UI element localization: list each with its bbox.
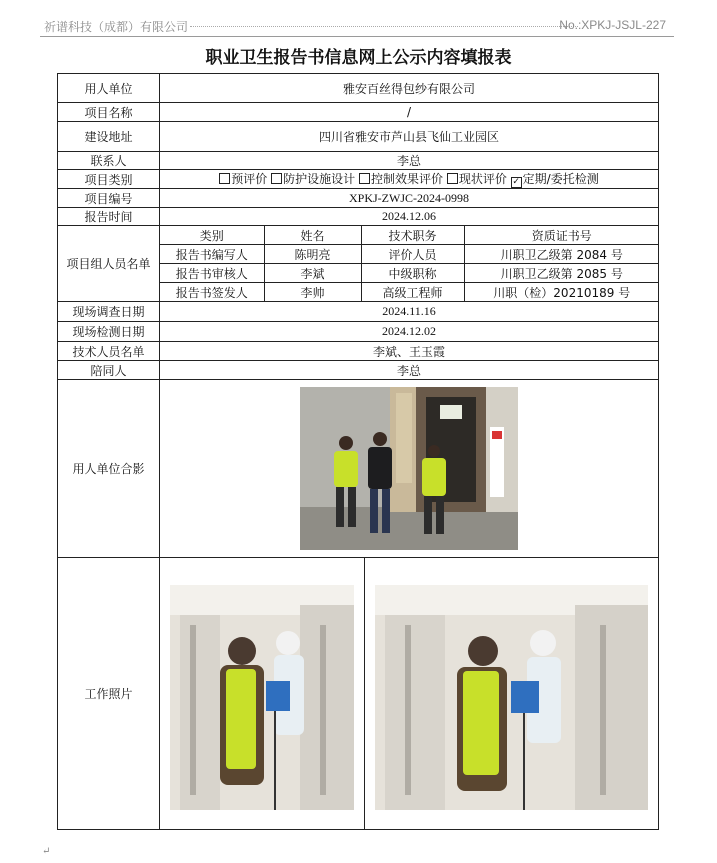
table-row bbox=[160, 264, 659, 283]
team-header-title: 技术职务 bbox=[361, 226, 464, 245]
employer-value: 雅安百丝得包纱有限公司 bbox=[160, 74, 659, 103]
address-label: 建设地址 bbox=[58, 122, 160, 152]
team-title: 高级工程师 bbox=[361, 283, 464, 302]
paragraph-mark: ↵ bbox=[42, 846, 51, 857]
category-option-periodic-inspection[interactable]: ✓ 定期/委托检测 bbox=[512, 172, 599, 187]
team-role: 报告书编写人 bbox=[160, 245, 264, 264]
team-header-category: 类别 bbox=[160, 226, 264, 245]
team-header-row bbox=[160, 226, 659, 245]
team-name: 陈明亮 bbox=[264, 245, 361, 264]
team-header-cert: 资质证书号 bbox=[464, 226, 659, 245]
team-role: 报告书审核人 bbox=[160, 264, 264, 283]
team-cert: 川职卫乙级第 2085 号 bbox=[464, 264, 659, 283]
header-company: 祈谱科技（成都）有限公司 bbox=[44, 20, 189, 34]
category-label: 项目类别 bbox=[58, 170, 160, 189]
work-photo-cell bbox=[160, 558, 659, 830]
page-header bbox=[40, 14, 674, 37]
team-cert: 川职（检）20210189 号 bbox=[464, 283, 659, 302]
category-option-protection-design[interactable]: 防护设施设计 bbox=[271, 172, 355, 186]
project-no-label: 项目编号 bbox=[58, 189, 160, 208]
group-photo-cell bbox=[160, 380, 659, 558]
contact-label: 联系人 bbox=[58, 152, 160, 170]
category-options bbox=[160, 170, 659, 189]
tech-staff-label: 技术人员名单 bbox=[58, 342, 160, 361]
header-dotted-rule bbox=[190, 26, 578, 27]
report-time-label: 报告时间 bbox=[58, 208, 160, 226]
table-row bbox=[160, 283, 659, 302]
group-photo bbox=[300, 387, 518, 550]
work-photo-table bbox=[160, 558, 659, 829]
page-title: 职业卫生报告书信息网上公示内容填报表 bbox=[205, 48, 512, 68]
work-photo-1 bbox=[170, 585, 354, 810]
team-cell bbox=[160, 226, 659, 302]
team-title: 评价人员 bbox=[361, 245, 464, 264]
category-option-control-effect[interactable]: 控制效果评价 bbox=[359, 172, 443, 186]
test-date-value: 2024.12.02 bbox=[160, 322, 659, 342]
work-photo-left bbox=[160, 558, 364, 829]
employer-label: 用人单位 bbox=[58, 74, 160, 103]
category-option-pre-evaluation[interactable]: 预评价 bbox=[219, 172, 267, 186]
team-cert: 川职卫乙级第 2084 号 bbox=[464, 245, 659, 264]
table-row bbox=[160, 245, 659, 264]
group-photo-label: 用人单位合影 bbox=[58, 380, 160, 558]
team-name: 李斌 bbox=[264, 264, 361, 283]
team-role: 报告书签发人 bbox=[160, 283, 264, 302]
team-table bbox=[160, 226, 659, 301]
project-name-label: 项目名称 bbox=[58, 103, 160, 122]
escort-value: 李总 bbox=[160, 361, 659, 380]
category-option-status-evaluation[interactable]: 现状评价 bbox=[447, 172, 507, 186]
checkbox-icon bbox=[447, 173, 458, 184]
team-header-name: 姓名 bbox=[264, 226, 361, 245]
team-label: 项目组人员名单 bbox=[58, 226, 160, 302]
escort-label: 陪同人 bbox=[58, 361, 160, 380]
project-name-value: / bbox=[160, 103, 659, 122]
report-time-value: 2024.12.06 bbox=[160, 208, 659, 226]
work-photo-label: 工作照片 bbox=[58, 558, 160, 830]
work-photo-2 bbox=[375, 585, 648, 810]
work-photo-right bbox=[364, 558, 659, 829]
checkbox-icon bbox=[219, 173, 230, 184]
test-date-label: 现场检测日期 bbox=[58, 322, 160, 342]
checkbox-icon bbox=[271, 173, 282, 184]
header-doc-number: No.:XPKJ-JSJL-227 bbox=[559, 18, 666, 32]
survey-date-value: 2024.11.16 bbox=[160, 302, 659, 322]
checkbox-icon bbox=[359, 173, 370, 184]
checked-checkbox-icon: ✓ bbox=[512, 177, 520, 187]
team-title: 中级职称 bbox=[361, 264, 464, 283]
contact-value: 李总 bbox=[160, 152, 659, 170]
team-name: 李帅 bbox=[264, 283, 361, 302]
tech-staff-value: 李斌、王玉霞 bbox=[160, 342, 659, 361]
address-value: 四川省雅安市芦山县飞仙工业园区 bbox=[160, 122, 659, 152]
survey-date-label: 现场调查日期 bbox=[58, 302, 160, 322]
project-no-value: XPKJ-ZWJC-2024-0998 bbox=[160, 189, 659, 208]
info-table bbox=[57, 73, 659, 830]
